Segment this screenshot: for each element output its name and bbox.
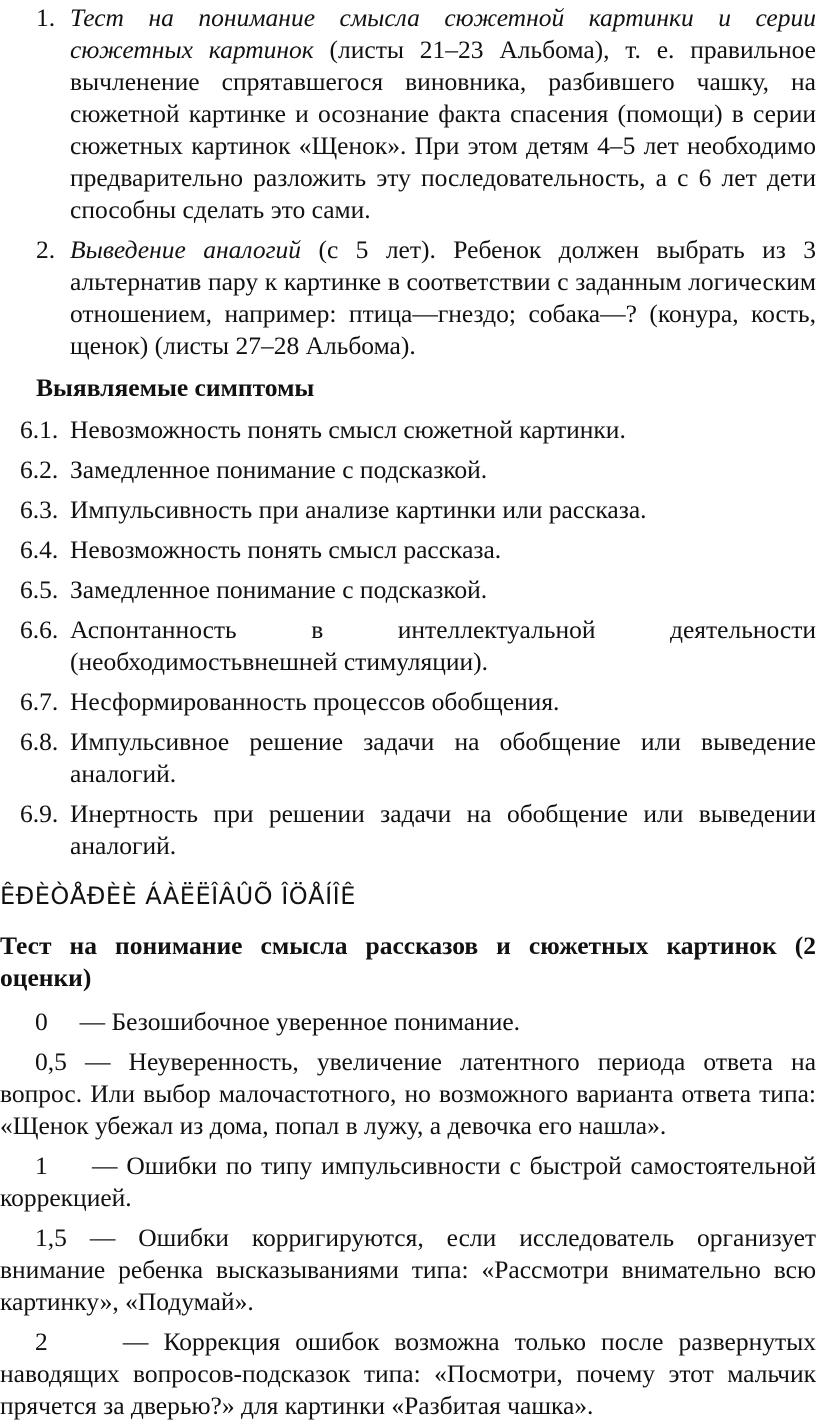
symptoms-heading: Выявляемые симптомы (36, 373, 315, 402)
numbered-list (0, 2, 816, 362)
item-text: (с 5 лет). Ребенок должен выбрать из 3 альтернатив пару к картинке в соответствии с заданным логическим отношением, например: птица—гнездо; собака—? (конура, кость, щенок) (листы 27–28 Альбома). (70, 235, 816, 360)
symptom-text: Инертность при решении задачи на обобщение или выведении аналогий. (70, 799, 816, 860)
score-item (0, 1222, 816, 1318)
symptom-item (0, 574, 816, 606)
score-value: 1 (35, 1151, 48, 1180)
score-text: Коррекция ошибок возможна только после развернутых наводящих вопросов-подсказок типа: «Посмотри, почему этот мальчик прячется за дверью?» для картинки «Разбитая чашка». (0, 1327, 816, 1420)
score-text: Безошибочное уверенное понимание. (111, 1007, 521, 1036)
symptom-text: Невозможность понять смысл сюжетной картинки. (70, 415, 626, 444)
score-dash: — (91, 1151, 118, 1180)
item-lead: Выведение аналогий (70, 235, 302, 264)
symptom-item (0, 798, 816, 862)
symptom-number: 6.1. (20, 415, 59, 444)
score-dash: — (122, 1327, 149, 1356)
symptom-text: Аспонтанность в интеллектуальной деятельности (необходимостьвнешней стимуляции). (70, 615, 816, 676)
item-number: 1. (36, 3, 56, 32)
symptom-number: 6.8. (20, 727, 59, 756)
score-item (0, 1046, 816, 1142)
score-text: Неуверенность, увеличение латентного периода ответа на вопрос. Или выбор малочастотного, но возможного варианта ответа типа: «Щенок убежал из дома, попал в лужу, а девочка его нашла». (0, 1047, 816, 1140)
symptom-text: Невозможность понять смысл рассказа. (70, 535, 502, 564)
score-text: Ошибки корригируются, если исследователь организует внимание ребенка высказываниями типа: «Рассмотри внимательно всю картинку», «Подумай». (0, 1223, 816, 1316)
symptom-item (0, 494, 816, 526)
symptom-text: Импульсивное решение задачи на обобщение или выведение аналогий. (70, 727, 816, 788)
score-item (0, 1006, 816, 1038)
symptom-number: 6.5. (20, 575, 59, 604)
symptom-number: 6.7. (20, 687, 59, 716)
test-title: Тест на понимание смысла рассказов и сюжетных картинок (2 оценки) (0, 931, 816, 992)
symptom-number: 6.3. (20, 495, 59, 524)
symptom-number: 6.2. (20, 455, 59, 484)
symptom-item (0, 534, 816, 566)
score-text: Ошибки по типу импульсивности с быстрой самостоятельной коррекцией. (0, 1151, 816, 1212)
symptom-number: 6.9. (20, 799, 59, 828)
list-item (0, 2, 816, 226)
score-item (0, 1326, 816, 1422)
symptom-item (0, 414, 816, 446)
symptom-number: 6.4. (20, 535, 59, 564)
score-value: 1,5 (35, 1223, 67, 1252)
score-dash: — (79, 1007, 106, 1036)
score-value: 2 (35, 1327, 48, 1356)
symptoms-list (0, 414, 816, 862)
list-item (0, 234, 816, 362)
symptom-number: 6.6. (20, 615, 59, 644)
scores-list (0, 1006, 816, 1422)
symptom-text: Замедленное понимание с подсказкой. (70, 455, 488, 484)
item-lead: Тест на понимание смысла сюжетной картинки и серии сюжетных картинок (70, 3, 816, 64)
symptom-text: Импульсивность при анализе картинки или рассказа. (70, 495, 647, 524)
symptom-item (0, 686, 816, 718)
score-dash: — (89, 1223, 116, 1252)
score-dash: — (84, 1047, 111, 1076)
score-item (0, 1150, 816, 1214)
score-value: 0,5 (35, 1047, 67, 1076)
item-number: 2. (36, 235, 56, 264)
symptom-text: Несформированность процессов обобщения. (70, 687, 560, 716)
item-text: (листы 21–23 Альбома), т. е. правильное вычленение спрятавшегося виновника, разбившего чашку, на сюжетной картинке и осознание факта спасения (помощи) в серии сюжетных картинок «Щенок». При этом детям 4–5 лет необходимо предварительно разложить эту последовательность, а с 6 лет дети способны сделать это сами. (70, 35, 816, 224)
symptom-item (0, 614, 816, 678)
symptom-item (0, 454, 816, 486)
symptom-item (0, 726, 816, 790)
score-value: 0 (35, 1007, 48, 1036)
symptom-text: Замедленное понимание с подсказкой. (70, 575, 488, 604)
garbled-heading: ÊÐÈÒÅÐÈÈ ÁÀËËÎÂÛÕ ÎÖÅÍÎÊ (0, 882, 356, 910)
